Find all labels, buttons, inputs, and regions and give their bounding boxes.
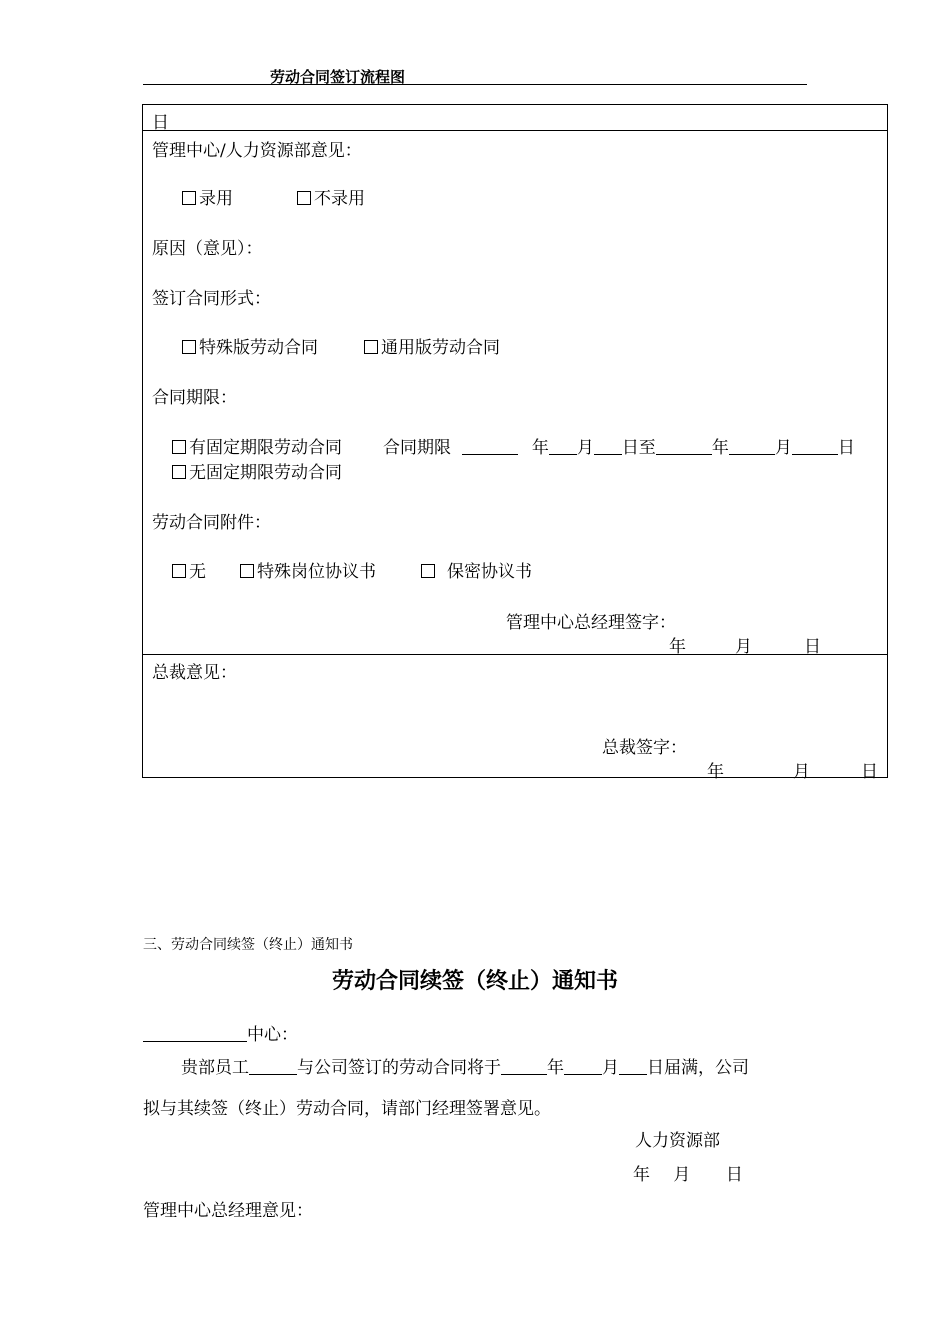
end-day-unit: 日 [837,438,855,458]
notice-title: 劳动合同续签（终止）通知书 [331,969,618,994]
table-divider [143,654,887,655]
body-text-expire: 日届满，公司 [647,1058,749,1078]
body-text-contract: 与公司签订的劳动合同将于 [297,1058,501,1078]
attachment-confidential-option[interactable] [421,557,532,582]
center-name-blank[interactable] [143,1025,247,1042]
president-opinion-label: 总裁意见： [152,663,237,683]
not-hire-option[interactable] [297,184,365,209]
day-to-text: 日至 [621,438,656,458]
start-year-blank[interactable] [462,438,518,455]
top-row-day: 日 [152,113,169,133]
attachment-none-option[interactable] [172,557,206,582]
special-contract-option[interactable] [182,333,318,358]
president-sign-year: 年 [707,762,724,782]
not-hire-checkbox[interactable] [297,191,311,205]
president-sign-label: 总裁签字： [602,738,687,758]
body-text-year: 年 [547,1058,564,1078]
section-label: 三、劳动合同续签（终止）通知书 [143,937,353,953]
expire-year-blank[interactable] [501,1058,547,1075]
no-fixed-term-label: 无固定期限劳动合同 [189,463,342,483]
not-hire-label: 不录用 [314,189,365,209]
fixed-term-label: 有固定期限劳动合同 [189,438,342,458]
notice-body-line-2: 拟与其续签（终止）劳动合同，请部门经理签署意见。 [143,1099,551,1119]
hr-opinion-label: 管理中心/人力资源部意见： [152,141,362,161]
body-text-employee: 贵部员工 [181,1058,249,1078]
attachment-special-label: 特殊岗位协议书 [257,562,376,582]
start-month-blank[interactable] [549,438,577,455]
attachment-confidential-checkbox[interactable] [421,564,435,578]
hr-dept-label: 人力资源部 [635,1131,720,1151]
general-contract-option[interactable] [364,333,500,358]
attachments-label: 劳动合同附件： [152,513,271,533]
table-divider [143,130,887,131]
header-rule [143,84,807,85]
president-sign-month: 月 [793,762,810,782]
attachment-special-checkbox[interactable] [240,564,254,578]
no-fixed-term-checkbox[interactable] [172,465,186,479]
president-sign-day: 日 [861,762,878,782]
end-month-blank[interactable] [729,438,775,455]
attachment-none-label: 无 [189,562,206,582]
term-text: 合同期限 [383,438,451,458]
start-month-unit: 月 [576,438,594,458]
center-line [143,1020,298,1045]
hire-checkbox[interactable] [182,191,196,205]
employee-name-blank[interactable] [249,1058,297,1075]
general-contract-checkbox[interactable] [364,340,378,354]
term-range-line [383,433,855,458]
reason-label: 原因（意见）： [152,239,263,259]
special-contract-checkbox[interactable] [182,340,196,354]
start-year-unit: 年 [531,438,549,458]
gm-sign-day: 日 [804,637,821,657]
gm-opinion-label: 管理中心总经理意见： [143,1201,313,1221]
end-year-unit: 年 [711,438,729,458]
end-day-blank[interactable] [792,438,838,455]
term-label: 合同期限： [152,388,237,408]
notice-year: 年 [633,1165,650,1185]
notice-day: 日 [725,1165,743,1185]
gm-sign-year: 年 [669,637,686,657]
special-contract-label: 特殊版劳动合同 [199,338,318,358]
fixed-term-option[interactable] [172,433,342,458]
page-header-title: 劳动合同签订流程图 [270,68,406,86]
approval-form-table [142,104,888,782]
expire-month-blank[interactable] [564,1058,602,1075]
fixed-term-checkbox[interactable] [172,440,186,454]
general-contract-label: 通用版劳动合同 [381,338,500,358]
attachment-none-checkbox[interactable] [172,564,186,578]
contract-form-label: 签订合同形式： [152,289,271,309]
no-fixed-term-option[interactable] [172,458,342,483]
body-text-month: 月 [602,1058,619,1078]
center-suffix: 中心： [247,1025,298,1045]
start-day-blank[interactable] [594,438,622,455]
gm-sign-month: 月 [735,637,752,657]
attachment-confidential-label: 保密协议书 [447,562,532,582]
notice-body-line-1 [181,1053,749,1078]
end-month-unit: 月 [774,438,792,458]
gm-sign-label: 管理中心总经理签字： [506,613,676,633]
attachment-special-option[interactable] [240,557,376,582]
expire-day-blank[interactable] [619,1058,647,1075]
notice-date [633,1160,743,1185]
hire-option[interactable] [182,184,233,209]
hire-label: 录用 [199,189,233,209]
end-year-blank[interactable] [656,438,712,455]
notice-month: 月 [673,1165,691,1185]
